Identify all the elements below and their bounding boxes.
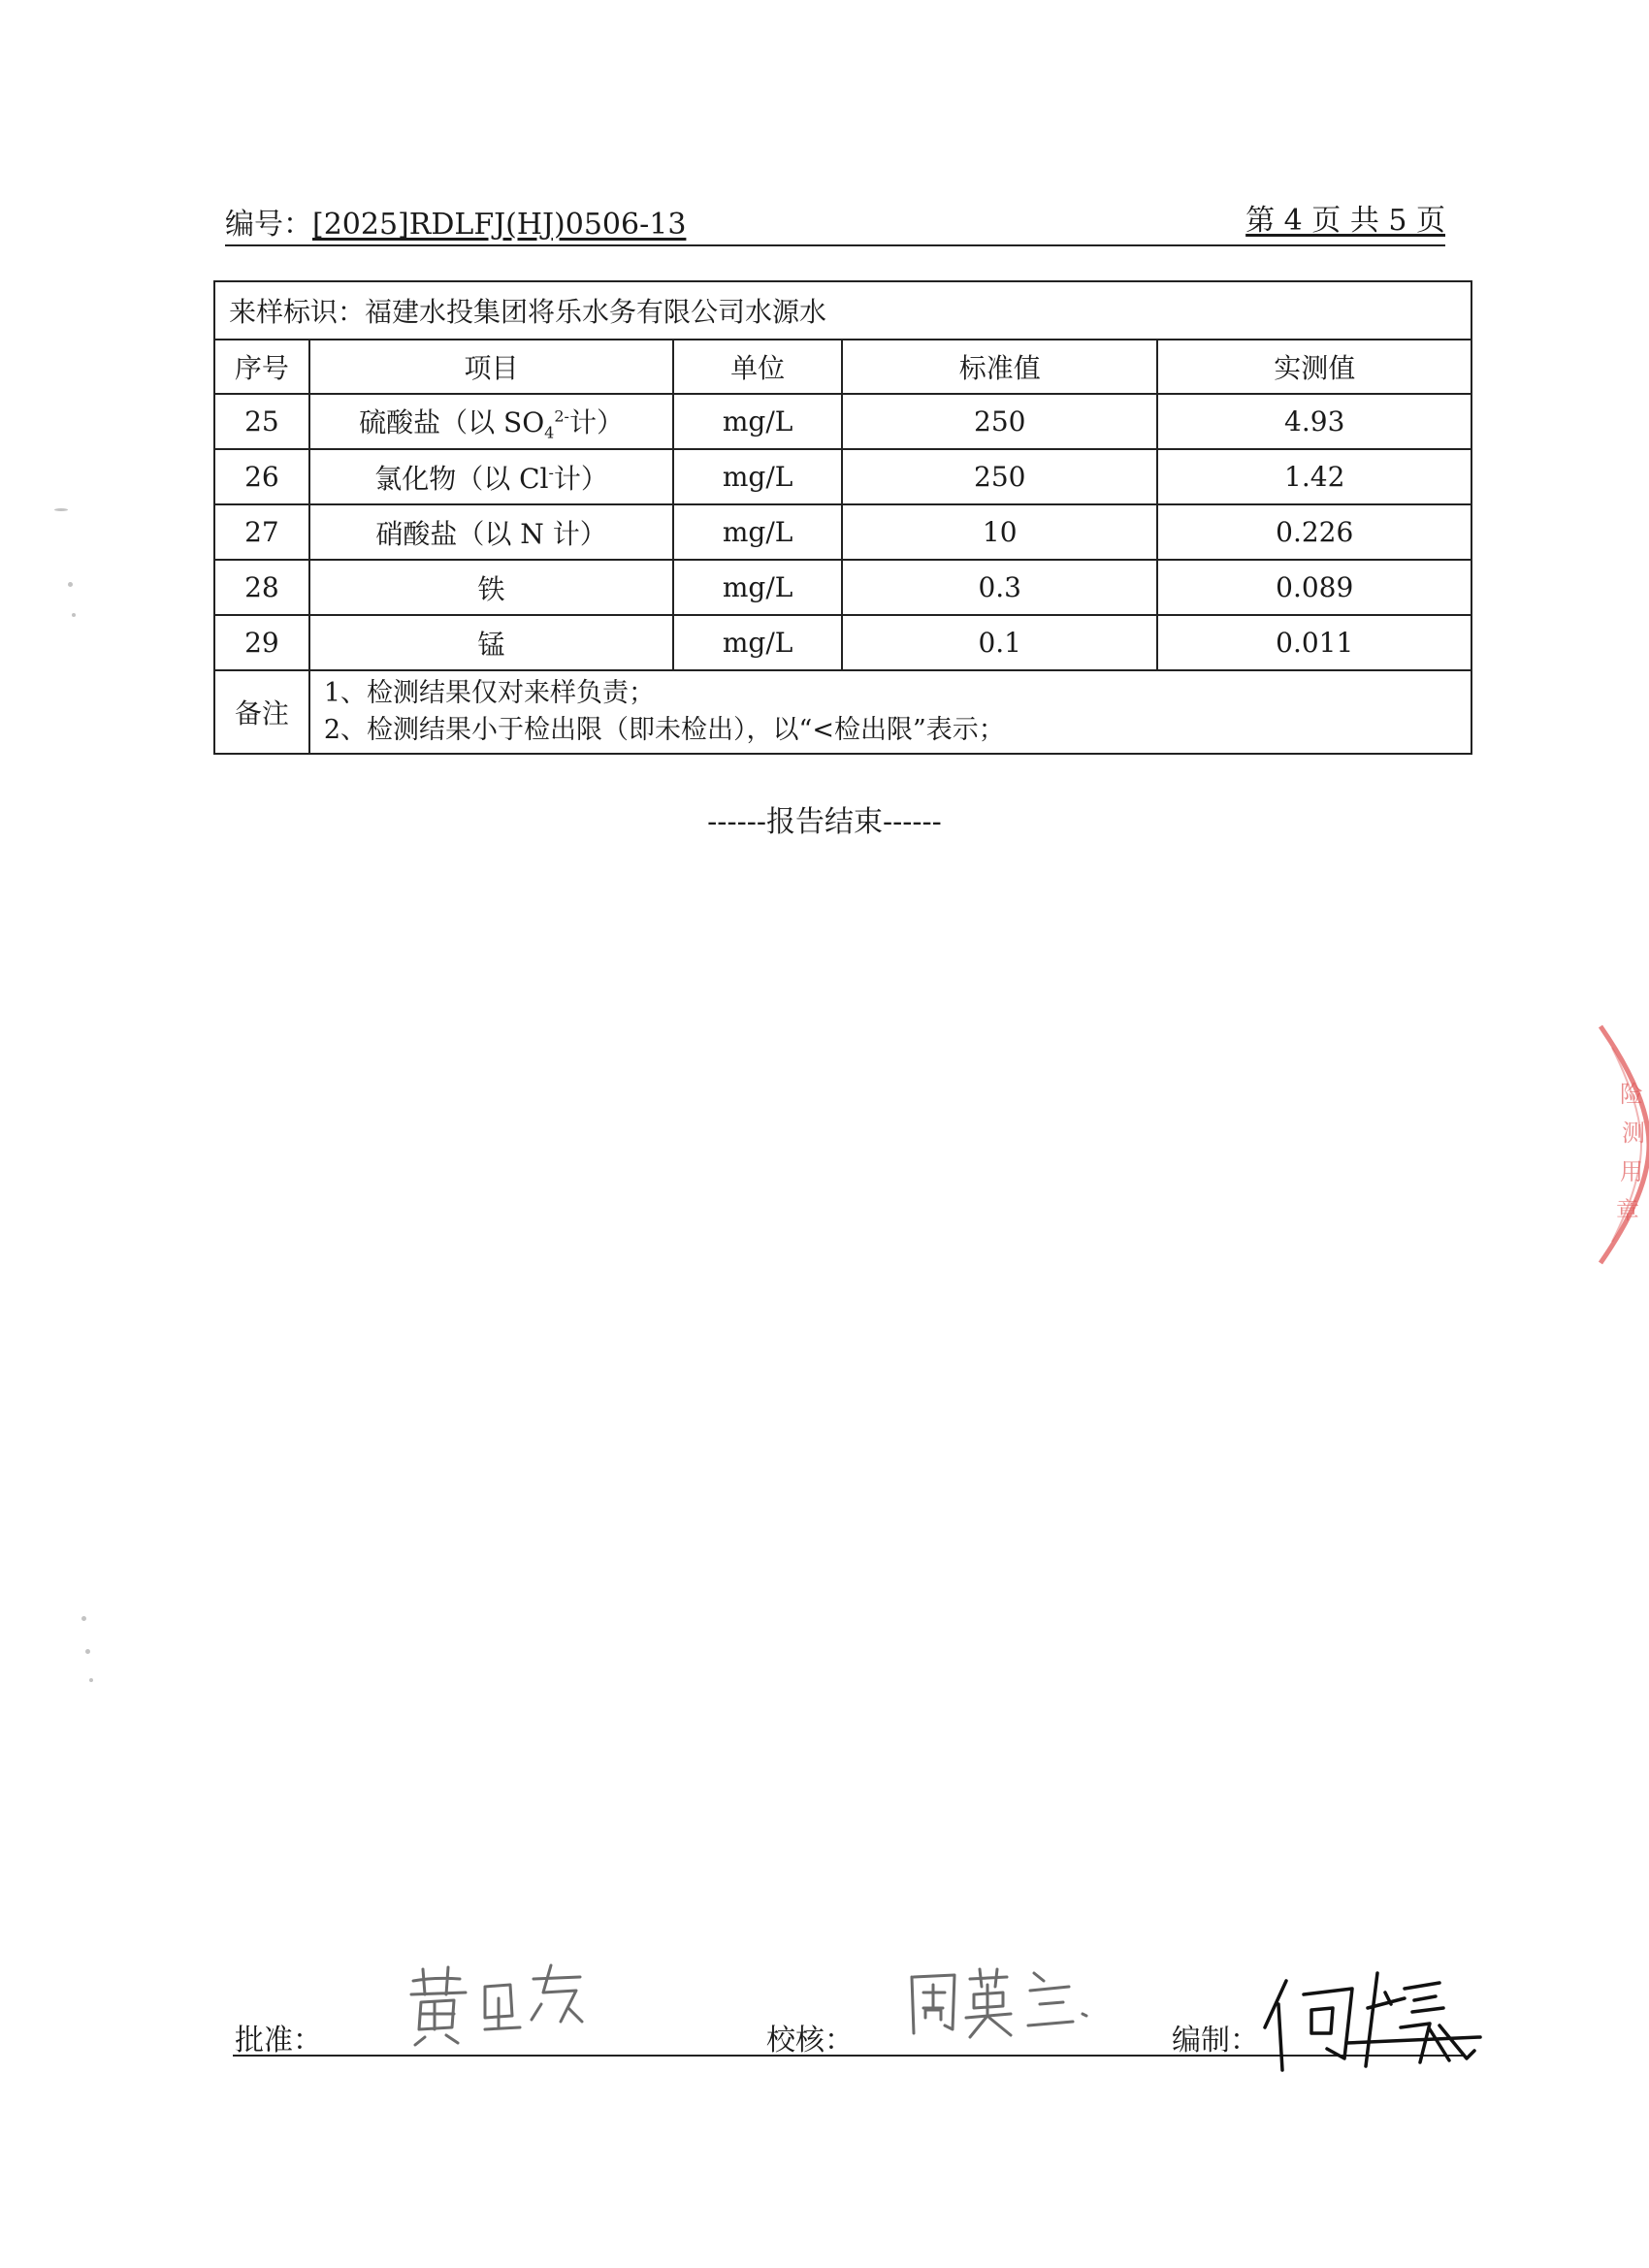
- row-unit: mg/L: [673, 394, 842, 449]
- scan-speck: [89, 1678, 93, 1682]
- table-row: [214, 504, 1471, 560]
- row-unit: mg/L: [673, 615, 842, 670]
- row-no: 25: [214, 394, 309, 449]
- column-header-measured: 实测值: [1157, 340, 1471, 394]
- scan-speck: [54, 508, 68, 511]
- row-item: 硫酸盐（以 $SO_4^{2-}$计）: [309, 394, 673, 449]
- official-seal-stamp: [1591, 1019, 1649, 1271]
- scan-speck: [81, 1616, 86, 1621]
- test-results-table: [213, 280, 1472, 755]
- row-no: 28: [214, 560, 309, 615]
- svg-text:用: 用: [1620, 1158, 1643, 1185]
- row-standard: 250: [842, 449, 1157, 504]
- page-indicator: 第 4 页 共 5 页: [1245, 204, 1445, 238]
- table-row: [214, 449, 1471, 504]
- scan-speck: [85, 1649, 90, 1654]
- svg-text:测: 测: [1622, 1119, 1645, 1147]
- row-measured: 0.226: [1157, 504, 1471, 560]
- row-unit: mg/L: [673, 560, 842, 615]
- table-row: [214, 394, 1471, 449]
- column-header-no: 序号: [214, 340, 309, 394]
- report-number-value: [2025]RDLFJ(HJ)0506-13: [312, 208, 687, 242]
- row-measured: 0.089: [1157, 560, 1471, 615]
- remark-line: 1、检测结果仅对来样负责；: [323, 678, 656, 708]
- row-standard: 0.3: [842, 560, 1157, 615]
- remarks-row: [214, 670, 1471, 754]
- row-item: 氯化物（以 Cl-计）: [309, 449, 673, 504]
- table-row: [214, 615, 1471, 670]
- document-header: [225, 202, 1445, 246]
- row-item: 锰: [309, 615, 673, 670]
- sample-id-row: [214, 281, 1471, 340]
- compiler-signature: [1259, 1969, 1482, 2076]
- row-no: 29: [214, 615, 309, 670]
- row-standard: 250: [842, 394, 1157, 449]
- scan-speck: [68, 582, 73, 587]
- column-header-item: 项目: [309, 340, 673, 394]
- remark-line: 2、检测结果小于检出限（即未检出），以“<检出限”表示；: [323, 715, 1005, 745]
- row-measured: 4.93: [1157, 394, 1471, 449]
- row-unit: mg/L: [673, 504, 842, 560]
- row-no: 26: [214, 449, 309, 504]
- svg-text:章: 章: [1616, 1197, 1639, 1224]
- sample-id: 来样标识：福建水投集团将乐水务有限公司水源水: [214, 281, 1471, 340]
- table-header-row: [214, 340, 1471, 394]
- remarks-label: 备注: [214, 670, 309, 754]
- scan-speck: [72, 613, 76, 617]
- approver-signature: [405, 1960, 590, 2047]
- compile-label: 编制：: [1172, 2024, 1259, 2057]
- approve-label: 批准：: [235, 2024, 322, 2057]
- row-item: 硝酸盐（以 N 计）: [309, 504, 673, 560]
- row-no: 27: [214, 504, 309, 560]
- report-number-label: 编号：: [225, 208, 312, 242]
- report-end-marker: ------报告结束------: [707, 805, 942, 839]
- row-unit: mg/L: [673, 449, 842, 504]
- report-number: [225, 200, 686, 243]
- remarks-text: [309, 670, 1471, 754]
- row-item: 铁: [309, 560, 673, 615]
- column-header-standard: 标准值: [842, 340, 1157, 394]
- row-measured: 1.42: [1157, 449, 1471, 504]
- svg-text:险: 险: [1620, 1081, 1643, 1108]
- table-row: [214, 560, 1471, 615]
- row-standard: 10: [842, 504, 1157, 560]
- reviewer-signature: [902, 1965, 1096, 2043]
- row-measured: 0.011: [1157, 615, 1471, 670]
- row-standard: 0.1: [842, 615, 1157, 670]
- column-header-unit: 单位: [673, 340, 842, 394]
- review-label: 校核：: [766, 2024, 854, 2057]
